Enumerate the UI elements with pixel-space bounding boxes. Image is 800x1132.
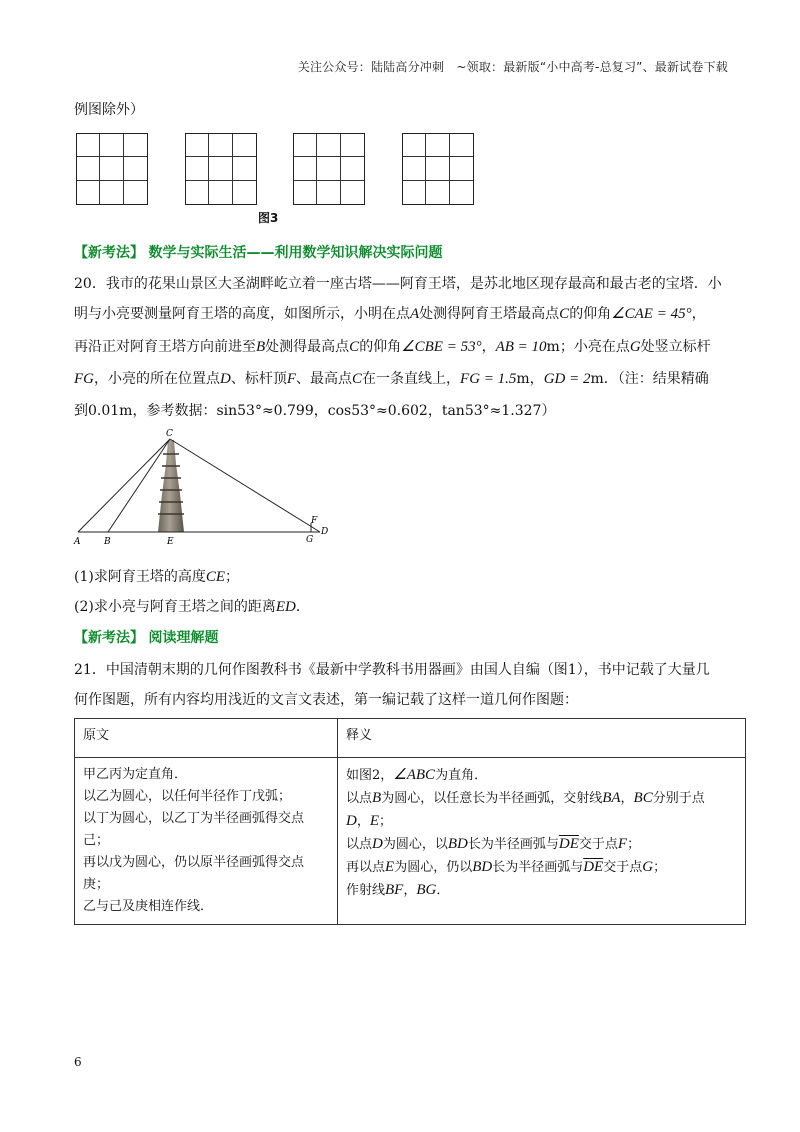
arc-DE: $\overline{DE}$ <box>558 836 579 852</box>
header-translation: 释义 <box>338 719 746 758</box>
arc-DE: $\overline{DE}$ <box>583 859 604 875</box>
q20-subquestion-1: (1)求阿育王塔的高度CE； <box>74 569 240 585</box>
header-note: 关注公众号：陆陆高分冲刺 ~领取：最新版“小中高考-总复习”、最新试卷下载 <box>297 60 728 74</box>
grid-figure-1 <box>76 133 148 205</box>
line-CD <box>170 439 320 532</box>
translation-text-cell: 如图2，∠ABC为直角． 以点B为圆心，以任意长为半径画弧，交射线BA，BC分别于点 D，E； 以点D为圆心，以BD长为半径画弧与$\overline{DE}$交于点F； 再以点E为圆心，仍以BD长为半径画弧与$\overline{DE}$交于点G； 作射线BF，BG． <box>338 758 746 925</box>
point-F-label: F <box>311 516 318 526</box>
q20-tag-line <box>74 243 740 263</box>
figure-3-label: 图3 <box>258 211 279 225</box>
q20-tag: 【新考法】 <box>74 245 144 261</box>
header-original: 原文 <box>75 719 338 758</box>
q20-line-4: FG，小亮的所在位置点D、标杆顶F、最高点C在一条直线上，FG = 1.5m，GD = 2m．（注：结果精确 <box>74 371 709 387</box>
q20-subquestion-2: (2)求小亮与阿育王塔之间的距离ED． <box>74 599 310 615</box>
grid-figure-3 <box>293 133 365 205</box>
point-A-label: A <box>74 537 81 547</box>
pagoda-image <box>158 440 184 532</box>
q21-tag-line <box>74 628 740 648</box>
q21-line-1: 21．中国清朝末期的几何作图教科书《最新中学教科书用器画》由国人自编（图1），书中记载了大量几 <box>74 662 710 678</box>
q20-line-5: 到0.01m，参考数据：sin53°≈0.799，cos53°≈0.602，tan53°≈1.327） <box>74 403 556 419</box>
q21-tag-title: 阅读理解题 <box>148 630 219 646</box>
table-header-row <box>75 719 746 758</box>
line-AC <box>78 439 170 532</box>
q20-line-1: 20．我市的花果山景区大圣湖畔屹立着一座古塔——阿育王塔，是苏北地区现存最高和最古老的宝塔．小 <box>74 276 722 292</box>
point-D-label: D <box>321 527 329 537</box>
point-C-label: C <box>166 429 173 439</box>
point-B-label: B <box>104 537 111 547</box>
table-row <box>75 758 746 925</box>
q21-line-2: 何作图题，所有内容均用浅近的文言文表述，第一编记载了这样一道几何作图题： <box>74 692 578 708</box>
previous-question-tail: 例图除外） <box>74 102 144 118</box>
grid-figure-2 <box>185 133 257 205</box>
classic-text-table <box>74 718 746 925</box>
grid-figure-4 <box>402 133 474 205</box>
q20-line-3: 再沿正对阿育王塔方向前进至B处测得最高点C的仰角∠CBE = 53°，AB = 10m；小亮在点G处竖立标杆 <box>74 339 711 355</box>
point-G-label: G <box>306 535 314 545</box>
page-number: 6 <box>74 1055 82 1069</box>
q20-line-2: 明与小亮要测量阿育王塔的高度，如图所示，小明在点A处测得阿育王塔最高点C的仰角∠CAE = 45°， <box>74 306 706 322</box>
tower-diagram <box>70 424 340 549</box>
q20-tag-title: 数学与实际生活——利用数学知识解决实际问题 <box>148 245 443 261</box>
q21-tag: 【新考法】 <box>74 630 144 646</box>
point-E-label: E <box>167 537 174 547</box>
original-text-cell: 甲乙丙为定直角． 以乙为圆心，以任何半径作丁戊弧； 以丁为圆心，以乙丁为半径画弧得交点 己； 再以戊为圆心，仍以原半径画弧得交点 庚； 乙与己及庚相连作线． <box>75 758 338 925</box>
